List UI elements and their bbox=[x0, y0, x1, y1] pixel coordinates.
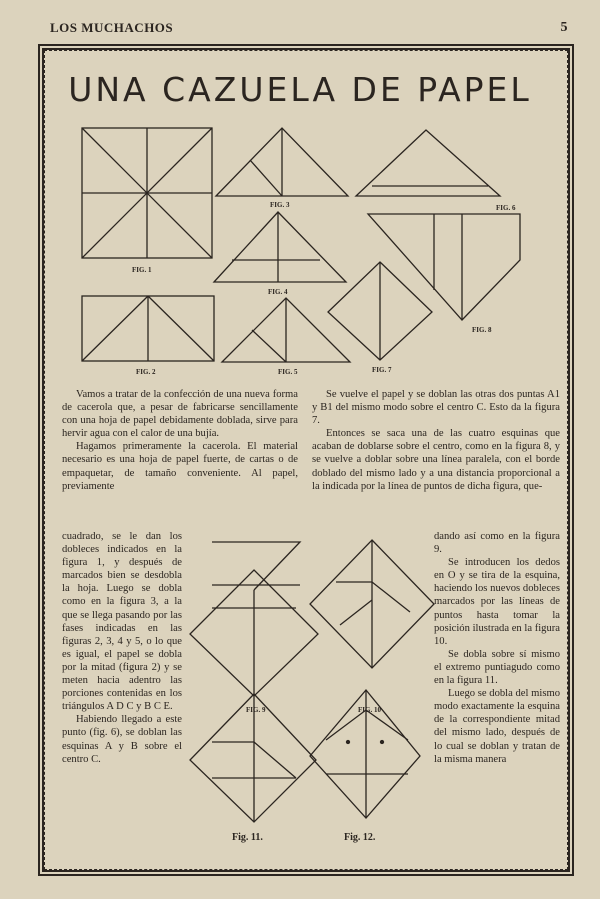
figure-8-diamond bbox=[368, 214, 520, 334]
fig-6-label: FIG. 6 bbox=[496, 204, 516, 212]
fig-11-caption: Fig. 11. bbox=[232, 832, 263, 843]
fig-8-label: FIG. 8 bbox=[472, 326, 492, 334]
fig-1-label: FIG. 1 bbox=[132, 266, 152, 274]
fig-10-label: FIG. 10 bbox=[358, 706, 381, 714]
article-title: UNA CAZUELA DE PAPEL bbox=[68, 70, 532, 109]
paragraph: Entonces se saca una de las cuatro esquinas que acaban de doblarse sobre el centro, como en la figura 8, y se vuelve a doblar sobre una línea paralela, con el borde doblado del mismo lado y a una distancia proporcional a la indicada por la línea de puntos de dicha figura, que- bbox=[312, 428, 560, 492]
figure-10 bbox=[310, 540, 434, 714]
paragraph: Luego se dobla del mismo modo exactamente la esquina de la correspondiente mitad del mismo lado, después de lo cual se doblan y tratan de la misma manera bbox=[434, 688, 560, 765]
paragraph: Se vuelve el papel y se doblan las otras dos puntas A1 y B1 del mismo modo sobre el centro C. Esto da la figura 7. bbox=[312, 389, 560, 427]
fig-5-label: FIG. 5 bbox=[278, 368, 298, 376]
fig-12-caption: Fig. 12. bbox=[344, 832, 376, 843]
figure-2-rectangle bbox=[82, 296, 214, 376]
article-column-1-top bbox=[62, 388, 298, 493]
publication-name: LOS MUCHACHOS bbox=[50, 20, 174, 35]
figure-3-triangle bbox=[216, 128, 348, 209]
page-number: 5 bbox=[560, 20, 568, 35]
article-column-1-bottom bbox=[62, 530, 182, 766]
paragraph: dando así como en la figura 9. bbox=[434, 531, 560, 556]
article-column-2-top bbox=[312, 388, 560, 493]
paragraph: Vamos a tratar de la confección de una nueva forma de cacerola que, a pesar de fabricarse sencillamente con una hoja de papel debidamente doblada, sirve para hervir agua con el calor de una bujía. bbox=[62, 389, 298, 440]
fig-9-label: FIG. 9 bbox=[246, 706, 266, 714]
fig-7-label: FIG. 7 bbox=[372, 366, 392, 374]
figure-4-triangle bbox=[214, 212, 346, 296]
paragraph: Hagamos primeramente la cacerola. El material necesario es una hoja de papel fuerte, de cartas o de empaquetar, de tamaño conveniente. Al papel, previamente bbox=[62, 441, 298, 492]
paragraph: Se dobla sobre sí mismo el extremo puntiagudo como en la figura 11. bbox=[434, 648, 560, 687]
fig-2-label: FIG. 2 bbox=[136, 368, 156, 376]
figure-1-square bbox=[82, 128, 212, 274]
paragraph: Se introducen los dedos en O y se tira de la esquina, haciendo los nuevos dobleces marcados por las líneas de puntos hasta tomar la posición ilustrada en la figura 10. bbox=[434, 557, 560, 647]
article-column-2-bottom bbox=[434, 530, 560, 766]
figure-6-triangle bbox=[356, 130, 516, 212]
fig-3-label: FIG. 3 bbox=[270, 201, 290, 209]
paragraph: Habiendo llegado a este punto (fig. 6), se doblan las esquinas A y B sobre el centro C. bbox=[62, 714, 182, 765]
paragraph: cuadrado, se le dan los dobleces indicados en la figura 1, y después de marcados bien se desdobla la hoja. Luego se dobla como en la figura 3, a la que se llega pasando por las fases indicadas en las figuras 2, 3, 4 y 5, o lo que es igual, el papel se dobla por la mitad (figura 2) y se meten hacia adentro las porciones contenidas en los triángulos A D C y B C E. bbox=[62, 531, 182, 713]
figure-9 bbox=[190, 542, 318, 714]
fig-4-label: FIG. 4 bbox=[268, 288, 288, 296]
